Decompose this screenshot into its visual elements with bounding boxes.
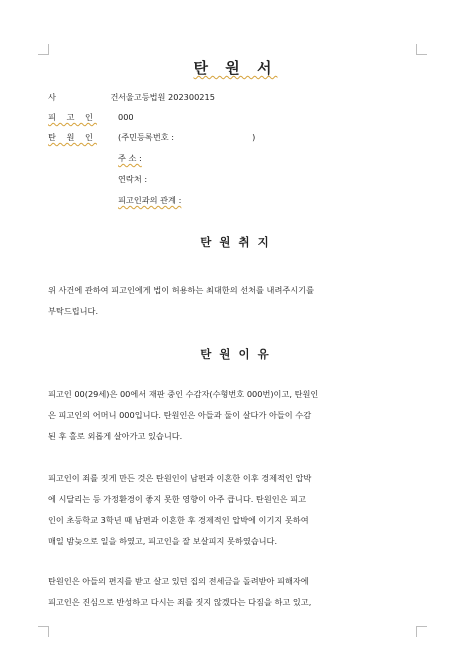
reasons-p1-line-2: 은 피고인의 어머니 000입니다. 탄원인은 아들과 둘이 살다가 아들이 수감 bbox=[48, 410, 312, 420]
purpose-line-1: 위 사건에 관하여 피고인에게 법이 허용하는 최대한의 선처를 내려주시기를 bbox=[48, 285, 315, 295]
petitioner-label-text: 탄 원 인 bbox=[48, 132, 97, 142]
document-title-text: 탄 원 서 bbox=[193, 59, 278, 77]
case-value: 서울고등법원 202300215 bbox=[118, 92, 215, 102]
reasons-p2-line-3: 인이 초등학교 3학년 때 남편과 이혼한 후 경제적인 압박에 이기지 못하여 bbox=[48, 515, 309, 525]
petitioner-id-field: (주민등록번호 : ) bbox=[118, 132, 256, 142]
defendant-label bbox=[48, 112, 97, 123]
reasons-p2-line-4: 매일 밤늦으로 일을 하였고, 피고인을 잘 보살피지 못하였습니다. bbox=[48, 536, 278, 546]
reasons-p3-line-2: 피고인은 진심으로 반성하고 다시는 죄를 짓지 않겠다는 다짐을 하고 있고, bbox=[48, 597, 312, 607]
crop-mark-bottom-left bbox=[38, 626, 49, 637]
crop-mark-bottom-right bbox=[416, 626, 427, 637]
defendant-value: 000 bbox=[118, 112, 134, 122]
reasons-paragraph-3 bbox=[48, 571, 424, 613]
purpose-line-2: 부탁드립니다. bbox=[48, 306, 99, 316]
address-label-text: 주 소 : bbox=[118, 153, 142, 163]
document-title bbox=[0, 57, 471, 78]
case-label bbox=[48, 92, 145, 103]
reasons-p2-line-1: 피고인이 죄를 짓게 만든 것은 탄원인이 남편과 이혼한 이후 경제적인 압박 bbox=[48, 473, 312, 483]
contact-field: 연락처 : bbox=[118, 174, 148, 184]
reasons-p2-line-2: 에 시달리는 등 가정환경이 좋지 못한 영향이 아주 큽니다. 탄원인은 피고 bbox=[48, 494, 306, 504]
relation-label-text: 피고인과의 관계 : bbox=[118, 195, 182, 205]
purpose-paragraph bbox=[48, 280, 424, 322]
crop-mark-top-right bbox=[416, 44, 427, 55]
case-label-text: 사 건 bbox=[48, 92, 145, 102]
reasons-p3-line-1: 탄원인은 아들의 편지를 받고 살고 있던 집의 전세금을 돌려받아 피해자에 bbox=[48, 576, 309, 586]
section-heading-reasons: 탄 원 이 유 bbox=[200, 347, 271, 361]
reasons-p1-line-1: 피고인 00(29세)은 00에서 재판 중인 수감자(수형번호 000번)이고, 탄원인 bbox=[48, 389, 319, 399]
reasons-p1-line-3: 된 후 홀로 외롭게 살아가고 있습니다. bbox=[48, 431, 183, 441]
defendant-label-text: 피 고 인 bbox=[48, 112, 97, 122]
reasons-paragraph-2 bbox=[48, 468, 424, 552]
crop-mark-top-left bbox=[38, 44, 49, 55]
petitioner-label bbox=[48, 132, 97, 143]
section-heading-purpose: 탄 원 취 지 bbox=[200, 235, 271, 249]
relation-field bbox=[118, 195, 181, 206]
address-field bbox=[118, 153, 142, 164]
reasons-paragraph-1 bbox=[48, 384, 424, 447]
